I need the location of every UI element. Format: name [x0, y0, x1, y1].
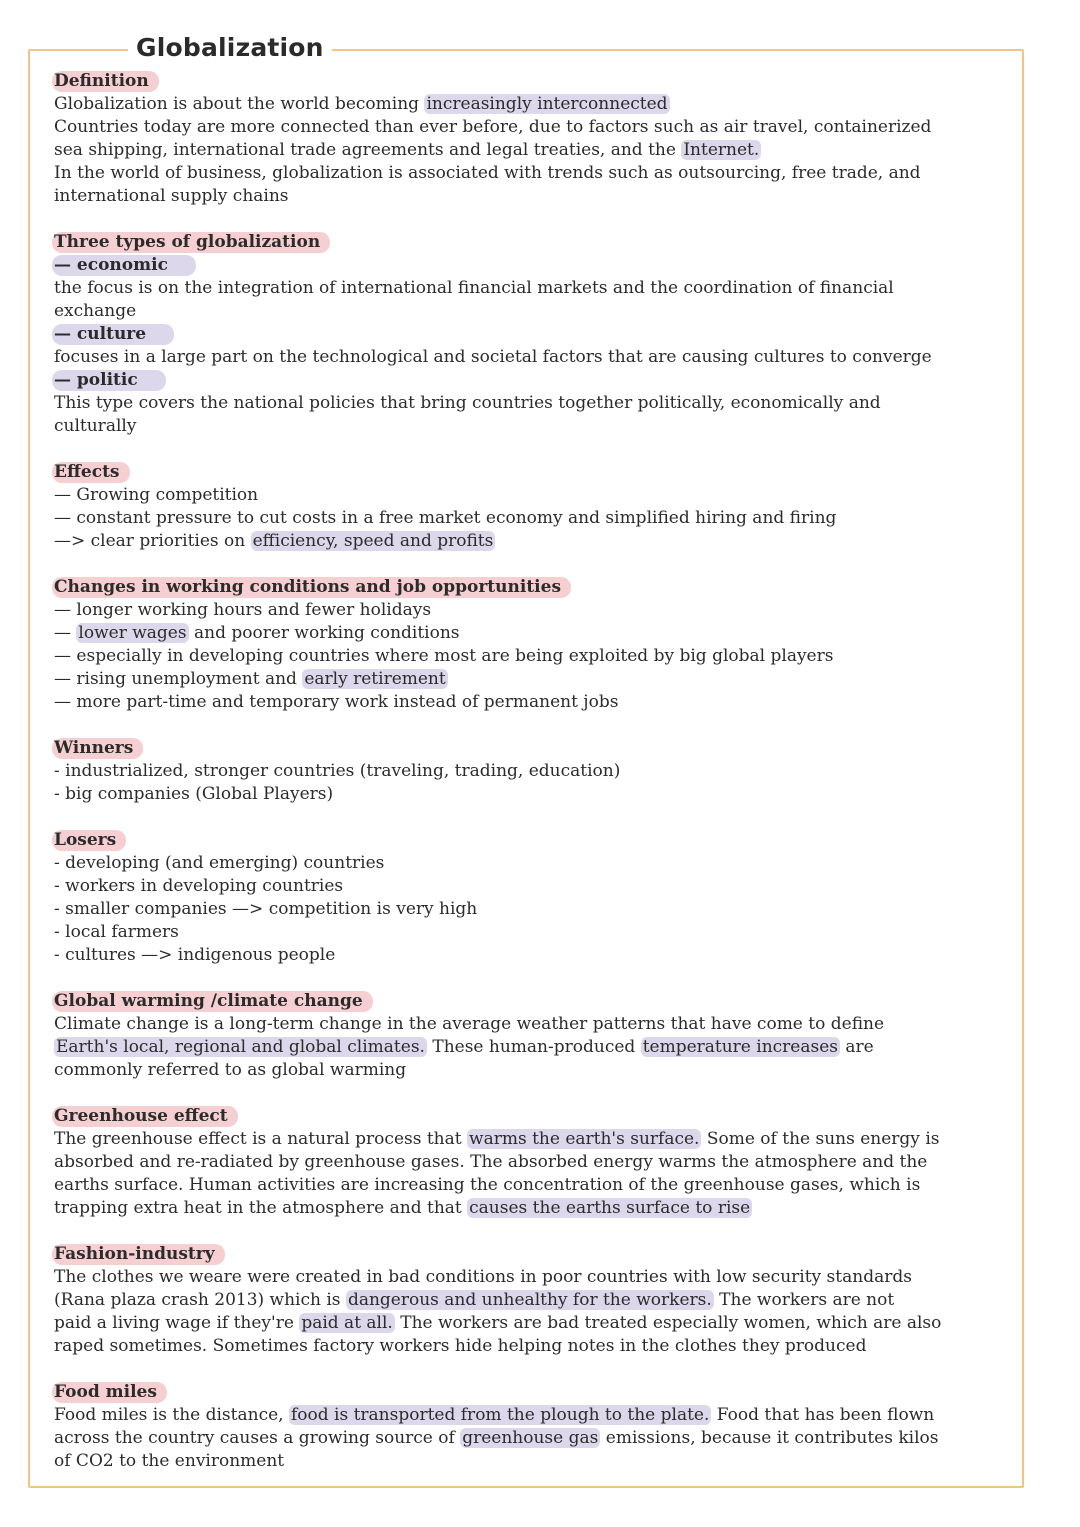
text-line [54, 139, 1016, 162]
text-segment: paid a living wage if they're [54, 1313, 300, 1333]
text-line [54, 346, 1016, 369]
section [54, 990, 1016, 1082]
section-heading: Three types of globalization [52, 232, 330, 253]
text-segment: — longer working hours and fewer holidays [54, 600, 432, 620]
subheading: — culture [52, 324, 174, 345]
section [54, 461, 1016, 553]
text-segment: — especially in developing countries where most are being exploited by big global players [54, 646, 834, 666]
text-segment: The workers are not [713, 1290, 895, 1310]
text-line [54, 1036, 1016, 1059]
text-line [54, 1151, 1016, 1174]
text-segment: - big companies (Global Players) [54, 784, 334, 804]
text-segment: sea shipping, international trade agreements and legal treaties, and the [54, 140, 682, 160]
text-segment: exchange [54, 301, 137, 321]
highlighted-text: Internet. [683, 140, 760, 160]
text-segment: - cultures —> indigenous people [54, 945, 336, 965]
section-heading: Winners [52, 738, 143, 759]
text-line [54, 852, 1016, 875]
text-segment: (Rana plaza crash 2013) which is [54, 1290, 346, 1310]
text-segment: and poorer working conditions [188, 623, 460, 643]
text-line [54, 1128, 1016, 1151]
text-line [54, 1312, 1016, 1335]
text-segment: the focus is on the integration of international financial markets and the coordination of financial [54, 278, 894, 298]
section [54, 829, 1016, 967]
text-segment: culturally [54, 416, 137, 436]
text-segment: Globalization is about the world becoming [54, 94, 425, 114]
text-segment: — more part-time and temporary work instead of permanent jobs [54, 692, 619, 712]
section-heading: Definition [52, 71, 159, 92]
text-line [54, 1450, 1016, 1473]
text-line [54, 668, 1016, 691]
text-line [54, 783, 1016, 806]
text-line [54, 1197, 1016, 1220]
text-line [54, 1174, 1016, 1197]
text-line [54, 622, 1016, 645]
text-segment: The clothes we weare were created in bad conditions in poor countries with low security standards [54, 1267, 912, 1287]
text-segment: - developing (and emerging) countries [54, 853, 385, 873]
text-line [54, 1335, 1016, 1358]
section-heading: Fashion-industry [52, 1244, 225, 1265]
section-heading: Effects [52, 462, 130, 483]
page-title: Globalization [128, 28, 332, 68]
text-segment: - industrialized, stronger countries (traveling, trading, education) [54, 761, 621, 781]
text-line [54, 1427, 1016, 1450]
text-segment: Food miles is the distance, [54, 1405, 289, 1425]
text-line [54, 392, 1016, 415]
text-line [54, 875, 1016, 898]
text-line [54, 645, 1016, 668]
text-line [54, 760, 1016, 783]
text-segment: - smaller companies —> competition is very high [54, 899, 478, 919]
text-line [54, 691, 1016, 714]
text-segment: are [840, 1037, 874, 1057]
highlighted-text: paid at all. [301, 1313, 393, 1333]
text-line [54, 921, 1016, 944]
highlighted-text: causes the earths surface to rise [469, 1198, 751, 1218]
text-line [54, 484, 1016, 507]
text-segment: commonly referred to as global warming [54, 1060, 407, 1080]
text-segment: Countries today are more connected than ever before, due to factors such as air travel, containerized [54, 117, 932, 137]
highlighted-text: efficiency, speed and profits [252, 531, 494, 551]
text-segment: raped sometimes. Sometimes factory workers hide helping notes in the clothes they produced [54, 1336, 867, 1356]
highlighted-text: dangerous and unhealthy for the workers. [347, 1290, 712, 1310]
text-line [54, 898, 1016, 921]
text-segment: In the world of business, globalization is associated with trends such as outsourcing, free trade, and [54, 163, 921, 183]
text-segment: of CO2 to the environment [54, 1451, 285, 1471]
text-segment: earths surface. Human activities are increasing the concentration of the greenhouse gases, which is [54, 1175, 921, 1195]
section-heading: Global warming /climate change [52, 991, 373, 1012]
text-segment: The workers are bad treated especially women, which are also [394, 1313, 942, 1333]
text-segment: Some of the suns energy is [701, 1129, 940, 1149]
section [54, 1105, 1016, 1220]
highlighted-text: lower wages [78, 623, 187, 643]
text-segment: The greenhouse effect is a natural process that [54, 1129, 468, 1149]
text-segment: - workers in developing countries [54, 876, 344, 896]
text-segment: — Growing competition [54, 485, 259, 505]
section [54, 576, 1016, 714]
text-line [54, 254, 1016, 277]
text-line [54, 323, 1016, 346]
subheading: — economic [52, 255, 196, 276]
text-line [54, 300, 1016, 323]
text-segment: — [54, 623, 77, 643]
highlighted-text: Earth's local, regional and global climates. [56, 1037, 425, 1057]
highlighted-text: increasingly interconnected [426, 94, 668, 114]
text-line [54, 1013, 1016, 1036]
section [54, 737, 1016, 806]
text-segment: focuses in a large part on the technological and societal factors that are causing cultures to converge [54, 347, 932, 367]
text-line [54, 1289, 1016, 1312]
text-line [54, 93, 1016, 116]
text-line [54, 415, 1016, 438]
text-line [54, 944, 1016, 967]
text-line [54, 116, 1016, 139]
text-line [54, 1059, 1016, 1082]
section [54, 231, 1016, 438]
text-segment: trapping extra heat in the atmosphere and that [54, 1198, 468, 1218]
section [54, 1381, 1016, 1473]
notes-content [54, 70, 1016, 1473]
text-line [54, 507, 1016, 530]
highlighted-text: early retirement [304, 669, 446, 689]
text-segment: This type covers the national policies that bring countries together politically, economically and [54, 393, 881, 413]
text-line [54, 599, 1016, 622]
text-line [54, 369, 1016, 392]
text-line [54, 1266, 1016, 1289]
highlighted-text: food is transported from the plough to the plate. [290, 1405, 710, 1425]
section [54, 70, 1016, 208]
highlighted-text: temperature increases [642, 1037, 839, 1057]
text-segment: These human-produced [426, 1037, 641, 1057]
text-line [54, 277, 1016, 300]
highlighted-text: warms the earth's surface. [469, 1129, 700, 1149]
text-segment: — constant pressure to cut costs in a free market economy and simplified hiring and firing [54, 508, 837, 528]
text-segment: Food that has been flown [711, 1405, 935, 1425]
text-segment: across the country causes a growing source of [54, 1428, 461, 1448]
text-segment: Climate change is a long-term change in the average weather patterns that have come to define [54, 1014, 885, 1034]
section-heading: Losers [52, 830, 126, 851]
text-segment: — rising unemployment and [54, 669, 303, 689]
text-segment: international supply chains [54, 186, 289, 206]
text-segment: —> clear priorities on [54, 531, 251, 551]
text-segment: absorbed and re-radiated by greenhouse gases. The absorbed energy warms the atmosphere and the [54, 1152, 928, 1172]
text-line [54, 530, 1016, 553]
subheading: — politic [52, 370, 166, 391]
text-segment: emissions, because it contributes kilos [600, 1428, 939, 1448]
section-heading: Changes in working conditions and job opportunities [52, 577, 571, 598]
section [54, 1243, 1016, 1358]
text-line [54, 185, 1016, 208]
section-heading: Food miles [52, 1382, 167, 1403]
text-line [54, 162, 1016, 185]
text-segment: - local farmers [54, 922, 179, 942]
section-heading: Greenhouse effect [52, 1106, 238, 1127]
text-line [54, 1404, 1016, 1427]
highlighted-text: greenhouse gas [462, 1428, 599, 1448]
